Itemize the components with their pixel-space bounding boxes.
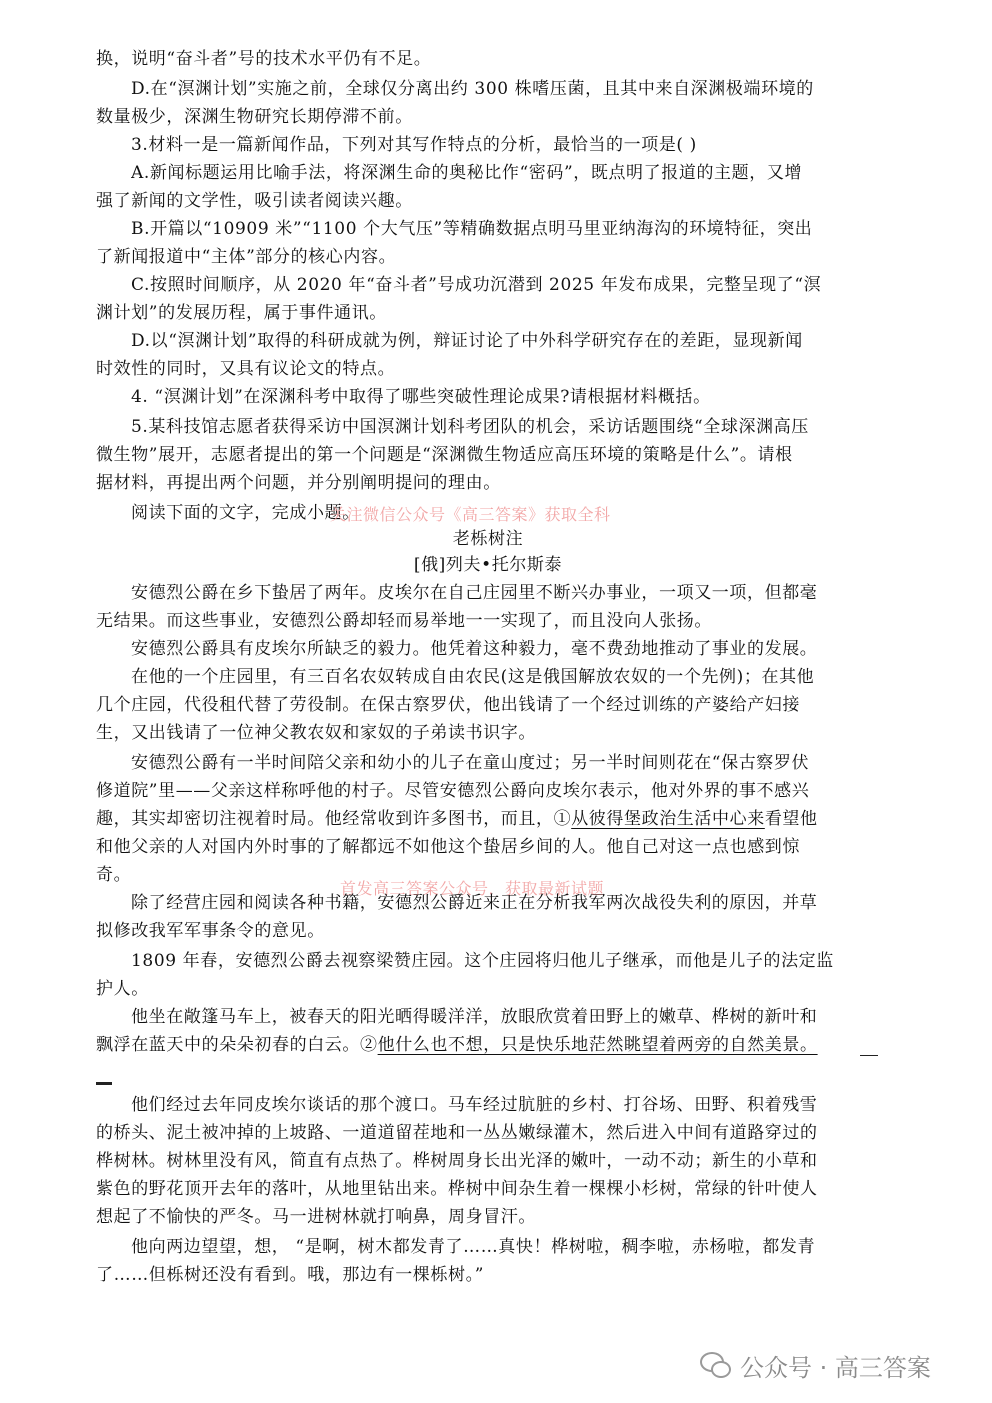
paragraph-line: 桦树林。树林里没有风，简直有点热了。桦树周身长出光泽的嫩叶，一动不动；新生的小草和 <box>96 1151 818 1171</box>
paragraph-line: 的桥头、泥土被冲掉的上坡路、一道道留茬地和一丛丛嫩绿灌木，然后进入中间有道路穿过的 <box>96 1123 818 1143</box>
paragraph-line: 奇。 <box>96 865 132 885</box>
paragraph-line: 拟修改我军军事条令的意见。 <box>96 921 325 941</box>
paragraph-line: 无结果。而这些事业，安德烈公爵却轻而易举地一一实现了，而且没向人张扬。 <box>96 611 712 631</box>
text-line: 据材料，再提出两个问题，并分别阐明提问的理由。 <box>96 473 501 493</box>
paragraph-line: 想起了不愉快的严冬。马一进树林就打响鼻，周身冒汗。 <box>96 1207 536 1227</box>
footer-label: 公众号 · 高三答案 <box>740 1353 931 1382</box>
option-d: D.以“溟渊计划”取得的科研成就为例，辩证讨论了中外科学研究存在的差距，显现新闻 <box>131 331 803 351</box>
text-line: 时效性的同时，又具有议论文的特点。 <box>96 359 396 379</box>
text-line: D.在“溟渊计划”实施之前，全球仅分离出约 300 株嗜压菌，且其中来自深渊极端环境的 <box>131 79 814 99</box>
paragraph-line: 他坐在敞篷马车上，被春天的阳光晒得暖洋洋，放眼欣赏着田野上的嫩草、桦树的新叶和 <box>131 1007 818 1027</box>
paragraph-line: 趣，其实却密切注视着时局。他经常收到许多图书，而且，①从彼得堡政治生活中心来看望他 <box>96 809 818 829</box>
text-line: 数量极少，深渊生物研究长期停滞不前。 <box>96 107 413 127</box>
paragraph-line: 几个庄园，代役租代替了劳役制。在保古察罗伏，他出钱请了一个经过训练的产婆给产妇接 <box>96 695 800 715</box>
paragraph-line: 在他的一个庄园里，有三百名农奴转成自由农民(这是俄国解放农奴的一个先例)；在其他 <box>131 667 815 687</box>
footer-brand <box>700 1348 931 1382</box>
option-b: B.开篇以“10909 米”“1100 个大气压”等精确数据点明马里亚纳海沟的环境特征，突出 <box>131 219 813 239</box>
reading-instruction: 阅读下面的文字，完成小题。 <box>131 503 360 523</box>
passage-author: [俄]列夫•托尔斯泰 <box>413 555 563 575</box>
underline-tail <box>860 1055 878 1056</box>
text-line: 强了新闻的文学性，吸引读者阅读兴趣。 <box>96 191 413 211</box>
wechat-icon <box>700 1352 730 1378</box>
watermark: 首发高三答案公众号，获取最新试题 <box>340 879 605 898</box>
paragraph-line: 修道院”里——父亲这样称呼他的村子。尽管安德烈公爵向皮埃尔表示，他对外界的事不感兴 <box>96 781 810 801</box>
option-a: A.新闻标题运用比喻手法，将深渊生命的奥秘比作“密码”，既点明了报道的主题，又增 <box>131 163 803 183</box>
paragraph-line: 1809 年春，安德烈公爵去视察梁赞庄园。这个庄园将归他儿子继承，而他是儿子的法定监 <box>131 951 834 971</box>
dash-mark <box>96 1082 112 1085</box>
paragraph-line: 飘浮在蓝天中的朵朵初春的白云。②他什么也不想，只是快乐地茫然眺望着两旁的自然美景。 <box>96 1035 818 1055</box>
paragraph-line: 除了经营庄园和阅读各种书籍，安德烈公爵近来正在分析我军两次战役失利的原因，并草 <box>131 893 818 913</box>
paragraph-line: 安德烈公爵在乡下蛰居了两年。皮埃尔在自己庄园里不断兴办事业，一项又一项，但都毫 <box>131 583 818 603</box>
question-3: 3.材料一是一篇新闻作品，下列对其写作特点的分析，最恰当的一项是( ) <box>131 135 697 155</box>
underlined-phrase-2: 他什么也不想，只是快乐地茫然眺望着两旁的自然美景。 <box>377 1035 818 1055</box>
text-line: 换，说明“奋斗者”号的技术水平仍有不足。 <box>96 49 432 69</box>
text-line: 微生物”展开，志愿者提出的第一个问题是“深渊微生物适应高压环境的策略是什么”。请根 <box>96 445 793 465</box>
text-line: 了新闻报道中“主体”部分的核心内容。 <box>96 247 397 267</box>
passage-title: 老栎树注 <box>452 529 524 549</box>
paragraph-line: 安德烈公爵有一半时间陪父亲和幼小的儿子在童山度过；另一半时间则花在“保古察罗伏 <box>131 753 810 773</box>
underlined-phrase-1: 从彼得堡政治生活中心来 <box>571 809 765 829</box>
text-line: 渊计划”的发展历程，属于事件通讯。 <box>96 303 387 323</box>
paragraph-line: 生，又出钱请了一位神父教农奴和家奴的子弟读书识字。 <box>96 723 536 743</box>
paragraph-line: 和他父亲的人对国内外时事的了解都远不如他这个蛰居乡间的人。他自己对这一点也感到惊 <box>96 837 800 857</box>
paragraph-line: 紫色的野花顶开去年的落叶，从地里钻出来。桦树中间杂生着一棵棵小杉树，常绿的针叶使人 <box>96 1179 818 1199</box>
watermark: 关注微信公众号《高三答案》获取全科 <box>330 505 611 524</box>
paragraph-line: 安德烈公爵具有皮埃尔所缺乏的毅力。他凭着这种毅力，毫不费劲地推动了事业的发展。 <box>131 639 818 659</box>
question-5: 5.某科技馆志愿者获得采访中国溟渊计划科考团队的机会，采访话题围绕“全球深渊高压 <box>131 417 809 437</box>
question-4: 4. “溟渊计划”在深渊科考中取得了哪些突破性理论成果?请根据材料概括。 <box>131 387 711 407</box>
paragraph-line: 了……但栎树还没有看到。哦，那边有一棵栎树。” <box>96 1265 484 1285</box>
paragraph-line: 他们经过去年同皮埃尔谈话的那个渡口。马车经过肮脏的乡村、打谷场、田野、积着残雪 <box>131 1095 818 1115</box>
option-c: C.按照时间顺序，从 2020 年“奋斗者”号成功沉潜到 2025 年发布成果，完整呈现了“溟 <box>131 275 822 295</box>
paragraph-line: 护人。 <box>96 979 149 999</box>
paragraph-line: 他向两边望望，想， “是啊，树木都发青了……真快！桦树啦，稠李啦，赤杨啦，都发青 <box>131 1237 816 1257</box>
